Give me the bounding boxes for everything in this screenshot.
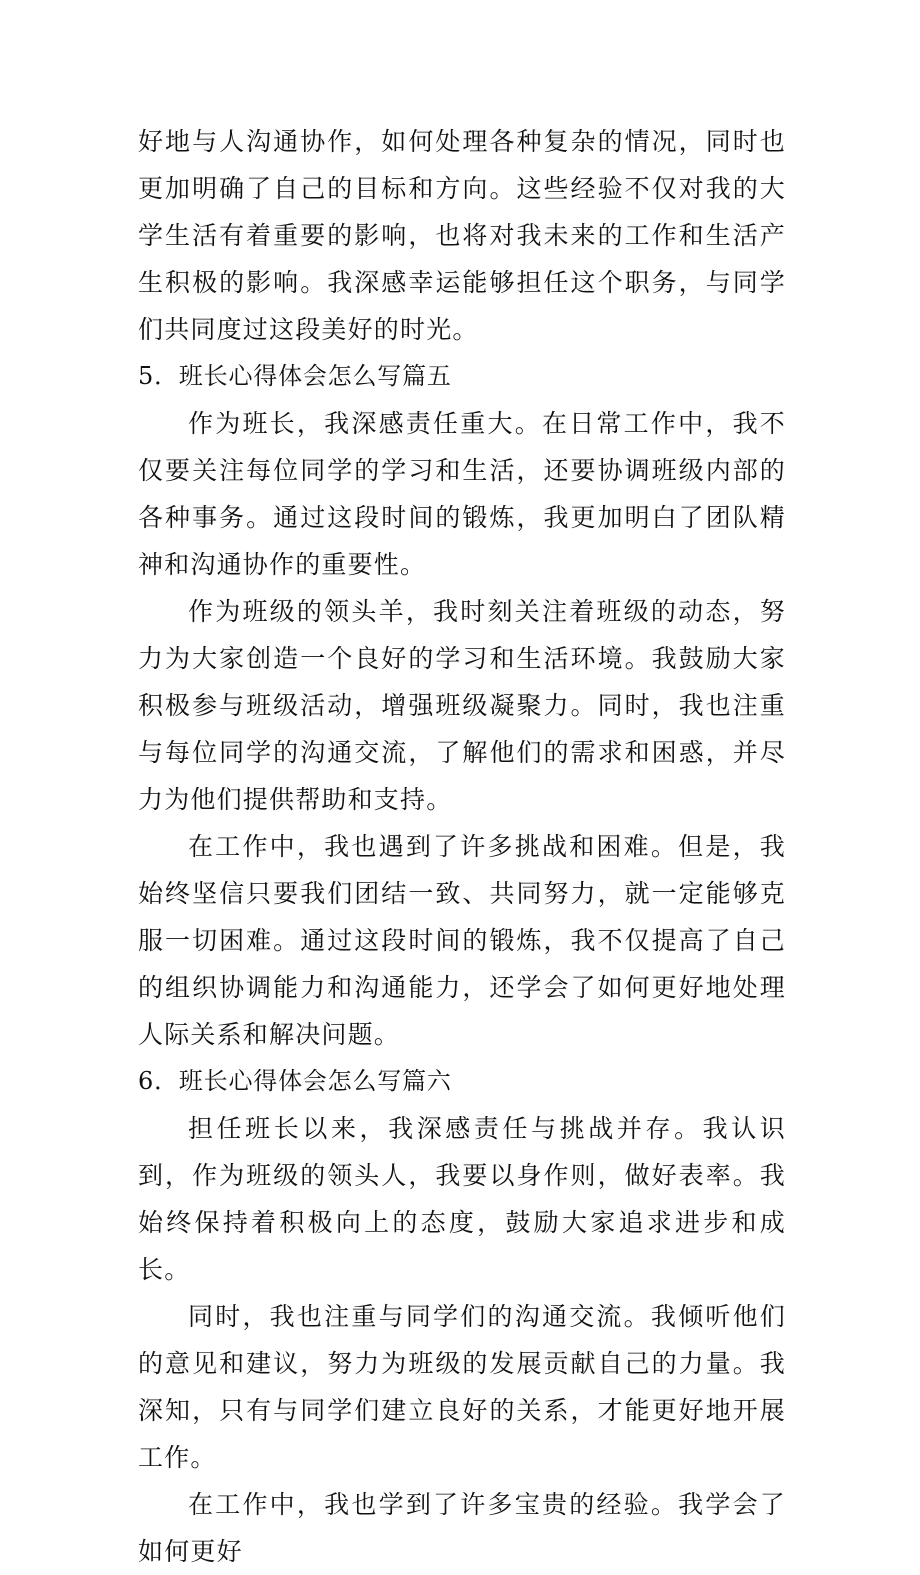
section5-paragraph-3: 在工作中，我也遇到了许多挑战和困难。但是，我始终坚信只要我们团结一致、共同努力，就一定能够克服一切困难。通过这段时间的锻炼，我不仅提高了自己的组织协调能力和沟通能力，还学会了如何更好地处理人际关系和解决问题。	[138, 832, 786, 1049]
section-heading-5: 5．班长心得体会怎么写篇五	[138, 362, 452, 390]
section6-paragraph-1: 担任班长以来，我深感责任与挑战并存。我认识到，作为班级的领头人，我要以身作则，做好表率。我始终保持着积极向上的态度，鼓励大家追求进步和成长。	[138, 1114, 786, 1284]
section6-paragraph-3: 在工作中，我也学到了许多宝贵的经验。我学会了如何更好	[138, 1490, 786, 1566]
section5-paragraph-2: 作为班级的领头羊，我时刻关注着班级的动态，努力为大家创造一个良好的学习和生活环境。我鼓励大家积极参与班级活动，增强班级凝聚力。同时，我也注重与每位同学的沟通交流，了解他们的需求和困惑，并尽力为他们提供帮助和支持。	[138, 597, 786, 814]
section-heading-6: 6．班长心得体会怎么写篇六	[138, 1067, 452, 1095]
section6-paragraph-2: 同时，我也注重与同学们的沟通交流。我倾听他们的意见和建议，努力为班级的发展贡献自己的力量。我深知，只有与同学们建立良好的关系，才能更好地开展工作。	[138, 1302, 786, 1472]
section5-paragraph-1: 作为班长，我深感责任重大。在日常工作中，我不仅要关注每位同学的学习和生活，还要协调班级内部的各种事务。通过这段时间的锻炼，我更加明白了团队精神和沟通协作的重要性。	[138, 409, 786, 579]
document-body	[138, 118, 786, 1575]
continued-paragraph: 好地与人沟通协作，如何处理各种复杂的情况，同时也更加明确了自己的目标和方向。这些经验不仅对我的大学生活有着重要的影响，也将对我未来的工作和生活产生积极的影响。我深感幸运能够担任这个职务，与同学们共同度过这段美好的时光。	[138, 127, 786, 344]
